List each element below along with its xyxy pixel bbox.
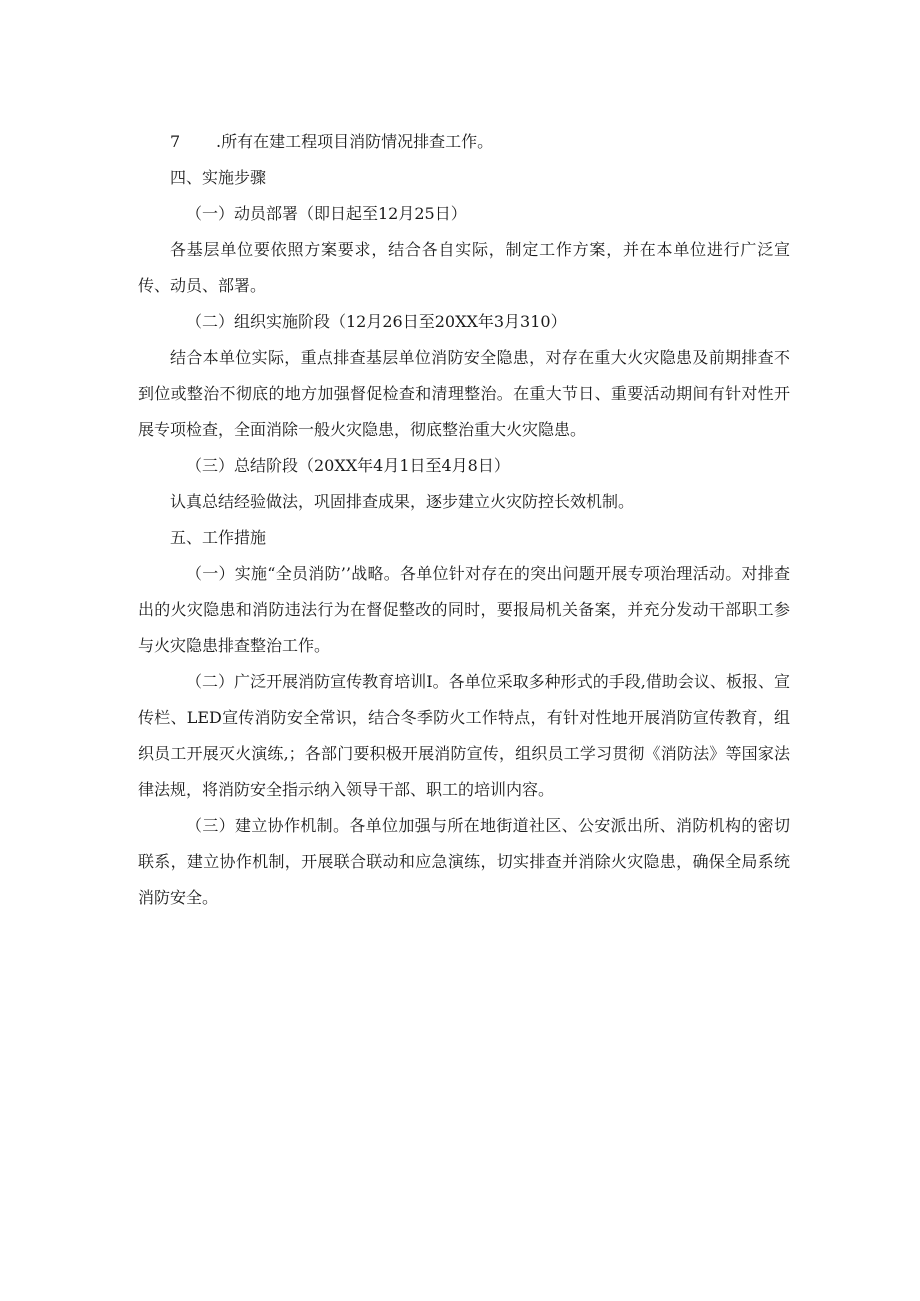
list-item-text: .所有在建工程项目消防情况排查工作。 xyxy=(216,132,494,151)
step-1-body: 各基层单位要依照方案要求，结合各自实际，制定工作方案，并在本单位进行广泛宣传、动员、部署。 xyxy=(138,240,790,295)
measure-1: （一）实施“全员消防’’战略。各单位针对存在的突出问题开展专项治理活动。对排查出的火灾隐患和消防违法行为在督促整改的同时，要报局机关备案，并充分发动干部职工参与火灾隐患排查整治工作。 xyxy=(138,564,790,655)
section-heading-4: 四、实施步骤 xyxy=(170,168,267,187)
section-heading-5: 五、工作措施 xyxy=(170,528,267,547)
step-3-body: 认真总结经验做法，巩固排查成果，逐步建立火灾防控长效机制。 xyxy=(170,492,635,511)
step-2-body: 结合本单位实际，重点排查基层单位消防安全隐患，对存在重大火灾隐患及前期排查不到位或整治不彻底的地方加强督促检查和清理整治。在重大节日、重要活动期间有针对性开展专项检查，全面消除一般火灾隐患，彻底整治重大火灾隐患。 xyxy=(138,348,790,439)
list-item-7 xyxy=(138,124,790,160)
measure-3: （三）建立协作机制。各单位加强与所在地街道社区、公安派出所、消防机构的密切联系，建立协作机制，开展联合联动和应急演练，切实排查并消除火灾隐患，确保全局系统消防安全。 xyxy=(138,816,790,907)
step-3-title: （三）总结阶段（20XX年4月1日至4月8日） xyxy=(186,456,510,475)
step-2-title: （二）组织实施阶段（12月26日至20XX年3月310） xyxy=(186,312,567,331)
step-1-title: （一）动员部署（即日起至12月25日） xyxy=(186,204,467,223)
measure-2: （二）广泛开展消防宣传教育培训I。各单位采取多种形式的手段,借助会议、板报、宣传栏、LED宣传消防安全常识，结合冬季防火工作特点，有针对性地开展消防宣传教育，组织员工开展灭火演练,；各部门要积极开展消防宣传，组织员工学习贯彻《消防法》等国家法律法规，将消防安全指示纳入领导干部、职工的培训内容。 xyxy=(138,672,790,799)
document-body xyxy=(138,124,790,916)
list-item-number: 7 xyxy=(170,132,181,151)
